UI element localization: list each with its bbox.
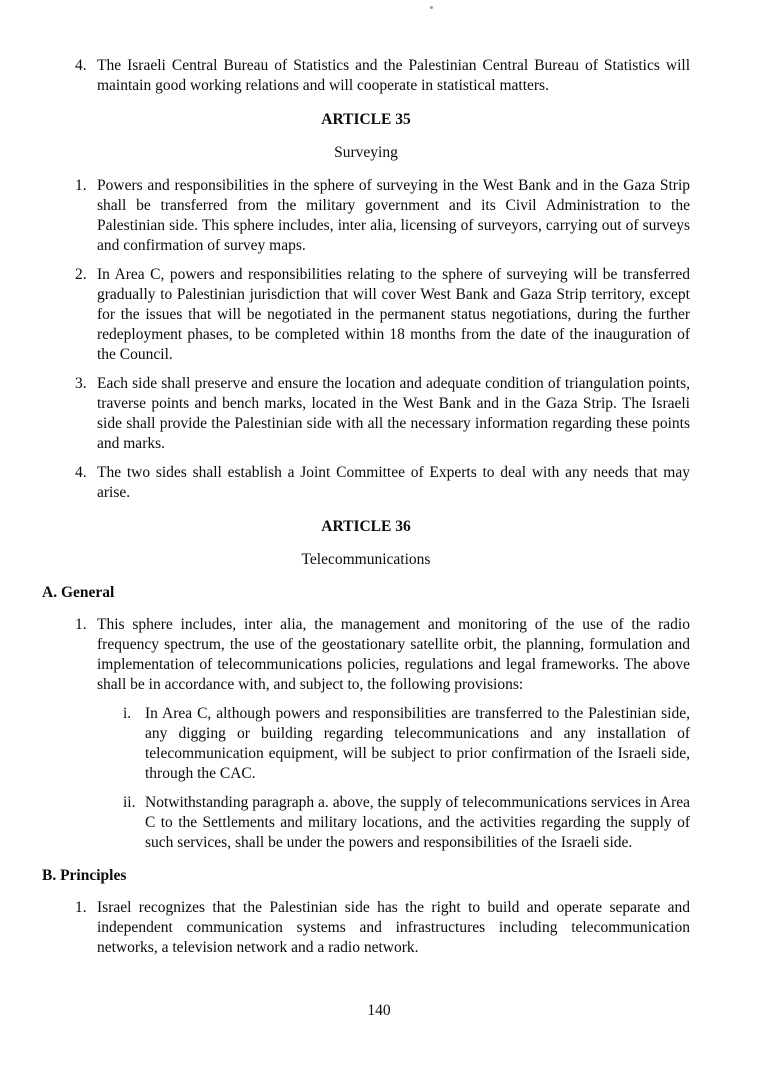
article-35-subheading: Surveying <box>334 144 398 161</box>
section-a-label: A. General <box>42 584 115 601</box>
sub-list-item-text: Notwithstanding paragraph a. above, the supply of telecommunications services in Area C to the Settlements and military locations, and the activities regarding the supply of such services, shall be under the powers and responsibilities of the Israeli side. <box>145 794 690 851</box>
list-item-number: 3. <box>75 375 87 392</box>
list-item-text: Powers and responsibilities in the sphere of surveying in the West Bank and in the Gaza Strip shall be transferred from the military government and its Civil Administration to the Palestinian side. This sphere includes, inter alia, licensing of surveyors, carrying out of surveys and confirmation of survey maps. <box>97 177 690 254</box>
article-36-subheading: Telecommunications <box>301 551 431 568</box>
article-35-heading: ARTICLE 35 <box>321 111 411 128</box>
list-item-text: The Israeli Central Bureau of Statistics and the Palestinian Central Bureau of Statistics will maintain good working relations and will cooperate in statistical matters. <box>97 57 690 94</box>
list-item-text: Each side shall preserve and ensure the location and adequate condition of triangulation points, traverse points and bench marks, located in the West Bank and in the Gaza Strip. The Israeli side shall provide the Palestinian side with all the necessary information regarding these points and marks. <box>97 375 690 452</box>
sub-list-item-number: ii. <box>123 794 136 811</box>
list-item <box>75 463 690 503</box>
page-number: 140 <box>367 1002 391 1019</box>
list-item <box>75 615 690 695</box>
list-item-number: 2. <box>75 266 87 283</box>
list-item-number: 4. <box>75 464 87 481</box>
article-36-heading: ARTICLE 36 <box>321 518 411 535</box>
list-item <box>75 265 690 365</box>
list-item <box>75 898 690 958</box>
list-item-number: 1. <box>75 177 87 194</box>
list-item <box>75 176 690 256</box>
sub-list-item-number: i. <box>123 705 132 722</box>
list-item-text: In Area C, powers and responsibilities relating to the sphere of surveying will be transferred gradually to Palestinian jurisdiction that will cover West Bank and Gaza Strip territory, except for the issues that will be negotiated in the permanent status negotiations, during the further redeployment phases, to be completed within 18 months from the date of the inauguration of the Council. <box>97 266 690 363</box>
list-item-text: The two sides shall establish a Joint Committee of Experts to deal with any needs that may arise. <box>97 464 690 501</box>
list-item-text: Israel recognizes that the Palestinian side has the right to build and operate separate and independent communication systems and infrastructures including telecommunication networks, a television network and a radio network. <box>97 899 690 956</box>
list-item-number: 1. <box>75 616 87 633</box>
list-item <box>75 374 690 454</box>
sub-list-item <box>123 704 690 784</box>
scan-artifact-dot <box>430 6 433 9</box>
sub-list-item-text: In Area C, although powers and responsibilities are transferred to the Palestinian side, any digging or building regarding telecommunications and any installation of telecommunication equipment, will be subject to prior confirmation of the Israeli side, through the CAC. <box>145 705 690 782</box>
list-item-number: 1. <box>75 899 87 916</box>
list-item-text: This sphere includes, inter alia, the management and monitoring of the use of the radio frequency spectrum, the use of the geostationary satellite orbit, the planning, formulation and implementation of telecommunications policies, regulations and legal frameworks. The above shall be in accordance with, and subject to, the following provisions: <box>97 616 690 693</box>
list-item <box>75 56 690 96</box>
sub-list-item <box>123 793 690 853</box>
section-b-label: B. Principles <box>42 867 127 884</box>
list-item-number: 4. <box>75 57 87 74</box>
